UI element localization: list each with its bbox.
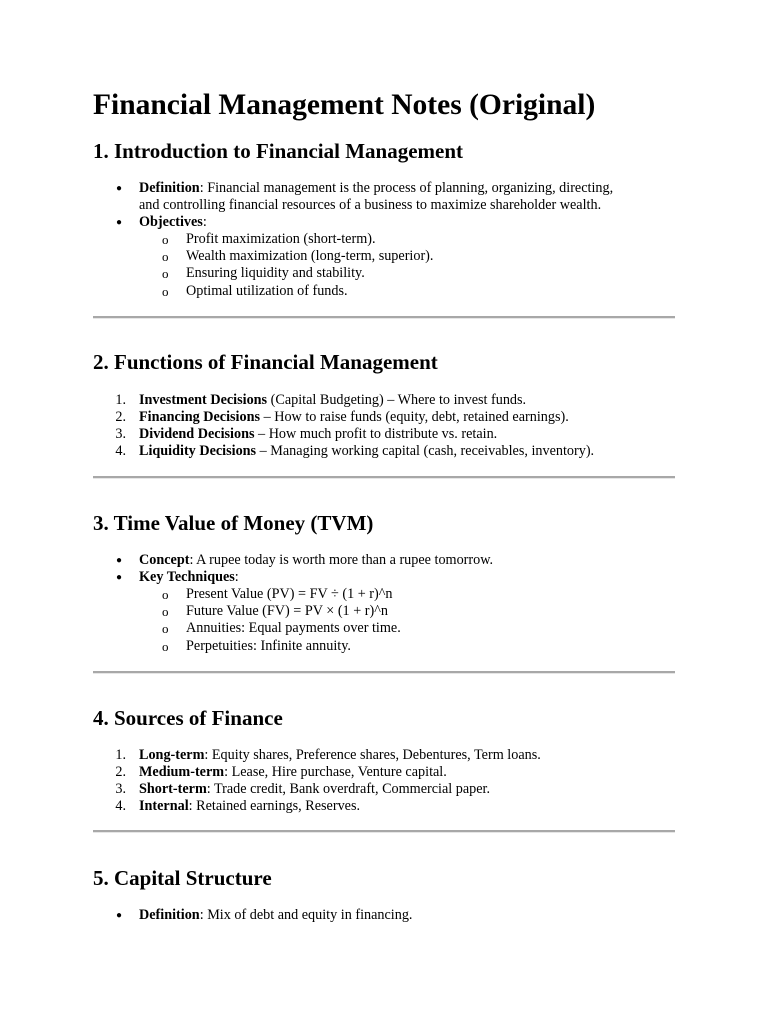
s5-definition-text: : Mix of debt and equity in financing. (199, 907, 413, 923)
s4-list-item (139, 781, 490, 798)
s2-item-label: Investment Decisions (139, 392, 268, 408)
section-divider (93, 316, 675, 319)
s1-sub-item: Ensuring liquidity and stability. (186, 265, 365, 281)
s2-item-text: – Managing working capital (cash, receivables, inventory). (256, 443, 595, 459)
s3-sub-item: Perpetuities: Infinite annuity. (186, 638, 351, 654)
s3-sub-item: Annuities: Equal payments over time. (186, 620, 401, 636)
sub-bullet-icon: o (162, 249, 169, 264)
s4-list-item (139, 747, 541, 764)
s2-item-label: Dividend Decisions (139, 426, 255, 442)
s1-definition-line-2: and controlling financial resources of a business to maximize shareholder wealth. (139, 197, 602, 213)
list-number: 1. (115, 747, 126, 763)
s3-concept-text: : A rupee today is worth more than a rupee tomorrow. (189, 552, 494, 568)
list-number: 4. (115, 443, 126, 459)
s2-list-item (139, 409, 569, 426)
section-3-heading: 3. Time Value of Money (TVM) (93, 511, 374, 535)
sub-bullet-icon: o (162, 266, 169, 281)
section-2-heading: 2. Functions of Financial Management (93, 350, 438, 374)
s2-list-item (139, 392, 526, 409)
s5-definition-label: Definition (139, 907, 200, 923)
bullet-icon: ● (116, 572, 123, 583)
s2-item-text: (Capital Budgeting) – Where to invest funds. (267, 392, 527, 408)
s1-sub-item: Wealth maximization (long-term, superior). (186, 248, 434, 264)
s1-objectives-label: Objectives (139, 214, 203, 230)
s4-item-text: : Lease, Hire purchase, Venture capital. (224, 764, 447, 780)
s3-techniques-colon: : (234, 569, 239, 585)
bullet-icon: ● (116, 183, 123, 194)
section-5-heading: 5. Capital Structure (93, 866, 272, 890)
s3-sub-item: Present Value (PV) = FV ÷ (1 + r)^n (186, 586, 393, 602)
sub-bullet-icon: o (162, 587, 169, 602)
list-number: 2. (115, 409, 126, 425)
s2-item-label: Liquidity Decisions (139, 443, 257, 459)
s3-techniques-label: Key Techniques (139, 569, 235, 585)
s4-item-text: : Equity shares, Preference shares, Debentures, Term loans. (204, 747, 541, 763)
s1-objectives-colon: : (202, 214, 207, 230)
s3-techniques (139, 569, 239, 586)
s4-item-text: : Retained earnings, Reserves. (188, 798, 361, 814)
section-divider (93, 830, 675, 833)
list-number: 3. (115, 426, 126, 442)
s2-list-item (139, 443, 594, 460)
s2-item-text: – How much profit to distribute vs. retain. (254, 426, 498, 442)
s1-definition-text-1: : Financial management is the process of planning, organizing, directing, (199, 180, 614, 196)
s3-sub-item: Future Value (FV) = PV × (1 + r)^n (186, 603, 388, 619)
s4-item-label: Short-term (139, 781, 207, 797)
s4-item-label: Internal (139, 798, 189, 814)
list-number: 2. (115, 764, 126, 780)
sub-bullet-icon: o (162, 232, 169, 247)
s2-item-text: – How to raise funds (equity, debt, retained earnings). (260, 409, 569, 425)
section-4-heading: 4. Sources of Finance (93, 706, 283, 730)
s4-item-label: Medium-term (139, 764, 225, 780)
s5-definition (139, 907, 412, 924)
s1-sub-item: Optimal utilization of funds. (186, 283, 348, 299)
page-title: Financial Management Notes (Original) (93, 89, 596, 121)
s2-item-label: Financing Decisions (139, 409, 261, 425)
sub-bullet-icon: o (162, 284, 169, 299)
sub-bullet-icon: o (162, 639, 169, 654)
section-divider (93, 476, 675, 479)
s3-concept-label: Concept (139, 552, 190, 568)
s4-list-item (139, 764, 447, 781)
bullet-icon: ● (116, 910, 123, 921)
sub-bullet-icon: o (162, 621, 169, 636)
list-number: 3. (115, 781, 126, 797)
s1-definition-line-1 (139, 180, 613, 197)
s2-list-item (139, 426, 497, 443)
s1-sub-item: Profit maximization (short-term). (186, 231, 376, 247)
section-1-heading: 1. Introduction to Financial Management (93, 139, 464, 163)
section-divider (93, 671, 675, 674)
s4-item-text: : Trade credit, Bank overdraft, Commercial paper. (206, 781, 491, 797)
bullet-icon: ● (116, 217, 123, 228)
s1-objectives (139, 214, 207, 231)
s4-list-item (139, 798, 360, 815)
s4-item-label: Long-term (139, 747, 205, 763)
list-number: 1. (115, 392, 126, 408)
list-number: 4. (115, 798, 126, 814)
s1-definition-label: Definition (139, 180, 200, 196)
bullet-icon: ● (116, 555, 123, 566)
s3-concept (139, 552, 493, 569)
sub-bullet-icon: o (162, 604, 169, 619)
